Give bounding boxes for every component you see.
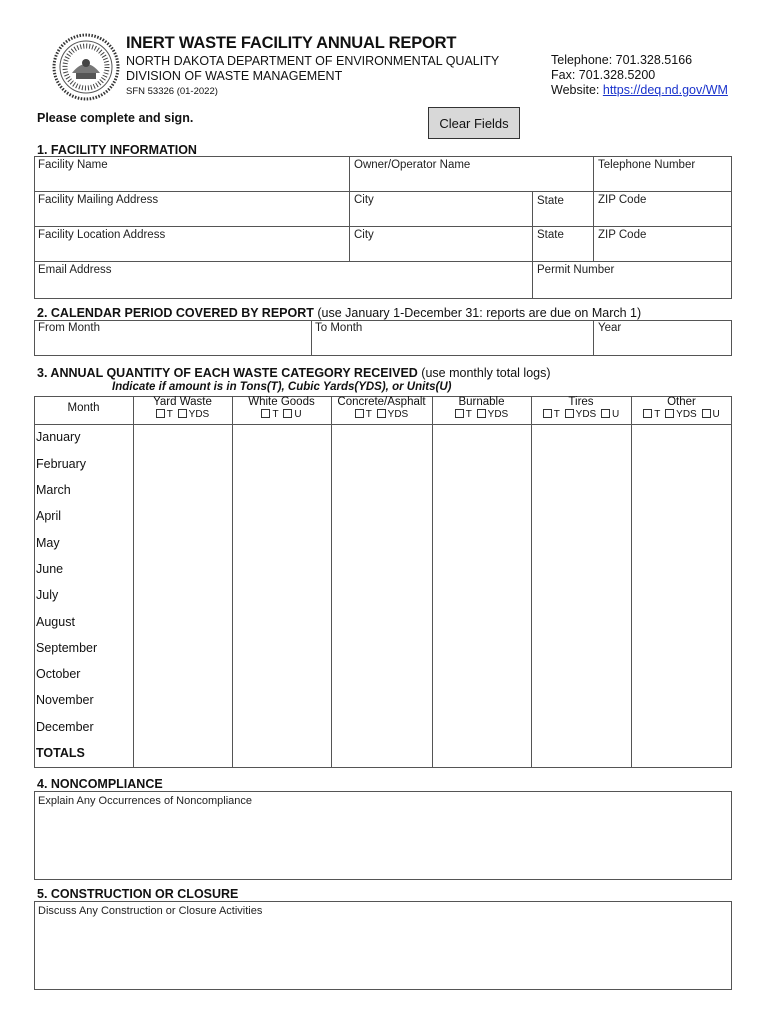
burnable-yds-checkbox[interactable]	[477, 409, 486, 418]
divider	[34, 226, 732, 227]
mailing-city-label: City	[354, 194, 374, 206]
concrete-t-checkbox[interactable]	[355, 409, 364, 418]
mailing-zip-label: ZIP Code	[598, 194, 647, 206]
month-row-label: July	[36, 588, 59, 602]
unit-t-label: T	[166, 409, 173, 420]
location-address-label: Facility Location Address	[38, 229, 166, 241]
facility-name-label: Facility Name	[38, 159, 108, 171]
section1-heading: 1. FACILITY INFORMATION	[37, 143, 197, 157]
divider	[531, 396, 532, 768]
other-u-checkbox[interactable]	[702, 409, 711, 418]
section3-title: 3. ANNUAL QUANTITY OF EACH WASTE CATEGORY RECEIVED	[37, 366, 418, 380]
to-month-label: To Month	[315, 322, 363, 334]
form-title: INERT WASTE FACILITY ANNUAL REPORT	[126, 34, 457, 52]
website-label: Website:	[551, 83, 603, 97]
month-row-label: September	[36, 641, 98, 655]
white-goods-t-checkbox[interactable]	[261, 409, 270, 418]
yard-waste-units	[133, 409, 232, 420]
instructions-text: Please complete and sign.	[37, 111, 194, 125]
yard-waste-header: Yard Waste	[153, 396, 212, 408]
month-row-label: November	[36, 693, 94, 707]
divider	[34, 424, 732, 425]
month-row-label: January	[36, 430, 81, 444]
month-row-label: February	[36, 457, 87, 471]
totals-row-label: TOTALS	[36, 746, 85, 760]
concrete-yds-checkbox[interactable]	[377, 409, 386, 418]
unit-t-label: T	[553, 409, 560, 420]
unit-t-label: T	[272, 409, 279, 420]
unit-yds-label: YDS	[188, 409, 210, 420]
noncompliance-label: Explain Any Occurrences of Noncompliance	[38, 795, 252, 807]
divider	[593, 320, 594, 356]
division-name: DIVISION OF WASTE MANAGEMENT	[126, 69, 343, 83]
location-state-label: State	[537, 229, 564, 241]
concrete-asphalt-header: Concrete/Asphalt	[337, 396, 426, 408]
divider	[532, 191, 533, 299]
from-month-label: From Month	[38, 322, 100, 334]
divider	[133, 396, 134, 768]
month-column-header: Month	[67, 402, 100, 414]
tires-units	[531, 409, 631, 420]
email-label: Email Address	[38, 264, 112, 276]
clear-fields-button[interactable]: Clear Fields	[428, 107, 520, 139]
department-name: NORTH DAKOTA DEPARTMENT OF ENVIRONMENTAL QUALITY	[126, 54, 500, 68]
month-row-label: June	[36, 562, 64, 576]
fax-contact: Fax: 701.328.5200	[551, 68, 656, 82]
burnable-header: Burnable	[458, 396, 505, 408]
divider	[34, 191, 732, 192]
permit-number-label: Permit Number	[537, 264, 615, 276]
telephone-number-label: Telephone Number	[598, 159, 696, 171]
month-row-label: May	[36, 536, 60, 550]
tires-t-checkbox[interactable]	[543, 409, 552, 418]
facility-info-box	[34, 156, 732, 299]
mailing-state-label: State	[537, 195, 564, 207]
unit-u-label: U	[294, 409, 302, 420]
section2-heading	[37, 306, 641, 320]
telephone-contact: Telephone: 701.328.5166	[551, 53, 693, 67]
unit-u-label: U	[612, 409, 620, 420]
calendar-period-box	[34, 320, 732, 356]
other-header: Other	[667, 396, 696, 408]
unit-t-label: T	[465, 409, 472, 420]
section3-heading	[37, 366, 551, 380]
tires-u-checkbox[interactable]	[601, 409, 610, 418]
month-row-label: December	[36, 720, 94, 734]
burnable-units	[432, 409, 531, 420]
month-row-label: October	[36, 667, 81, 681]
location-zip-label: ZIP Code	[598, 229, 647, 241]
month-row-label: March	[36, 483, 71, 497]
unit-yds-label: YDS	[676, 409, 697, 420]
units-instruction: Indicate if amount is in Tons(T), Cubic Yards(YDS), or Units(U)	[112, 381, 452, 393]
divider	[311, 320, 312, 356]
yard-waste-yds-checkbox[interactable]	[178, 409, 187, 418]
divider	[432, 396, 433, 768]
month-row-label: April	[36, 509, 62, 523]
concrete-asphalt-units	[331, 409, 432, 420]
mailing-address-label: Facility Mailing Address	[38, 194, 159, 206]
divider	[331, 396, 332, 768]
unit-yds-label: YDS	[487, 409, 509, 420]
other-units	[631, 409, 732, 420]
year-label: Year	[598, 322, 622, 334]
unit-t-label: T	[365, 409, 372, 420]
divider	[34, 261, 732, 262]
website-contact	[551, 83, 728, 97]
section4-heading: 4. NONCOMPLIANCE	[37, 777, 163, 791]
divider	[232, 396, 233, 768]
other-t-checkbox[interactable]	[643, 409, 652, 418]
website-link[interactable]: https://deq.nd.gov/WM	[602, 83, 728, 97]
other-yds-checkbox[interactable]	[665, 409, 674, 418]
burnable-t-checkbox[interactable]	[455, 409, 464, 418]
divider	[631, 396, 632, 768]
white-goods-u-checkbox[interactable]	[283, 409, 292, 418]
section2-title: 2. CALENDAR PERIOD COVERED BY REPORT	[37, 306, 314, 320]
divider	[593, 156, 594, 261]
tires-yds-checkbox[interactable]	[565, 409, 574, 418]
owner-operator-label: Owner/Operator Name	[354, 159, 471, 171]
location-city-label: City	[354, 229, 374, 241]
month-row-label: August	[36, 615, 75, 629]
state-seal-logo	[52, 33, 120, 101]
white-goods-header: White Goods	[248, 396, 315, 408]
yard-waste-t-checkbox[interactable]	[156, 409, 165, 418]
unit-yds-label: YDS	[575, 409, 597, 420]
white-goods-units	[232, 409, 331, 420]
unit-t-label: T	[654, 409, 661, 420]
tires-header: Tires	[568, 396, 594, 408]
unit-yds-label: YDS	[387, 409, 409, 420]
unit-u-label: U	[712, 409, 720, 420]
divider	[349, 156, 350, 261]
waste-quantity-table	[34, 396, 732, 768]
section2-note: (use January 1-December 31: reports are due on March 1)	[313, 306, 642, 320]
section3-note: (use monthly total logs)	[417, 366, 551, 380]
section5-heading: 5. CONSTRUCTION OR CLOSURE	[37, 887, 239, 901]
construction-closure-label: Discuss Any Construction or Closure Activities	[38, 905, 263, 917]
form-number: SFN 53326 (01-2022)	[126, 86, 218, 97]
